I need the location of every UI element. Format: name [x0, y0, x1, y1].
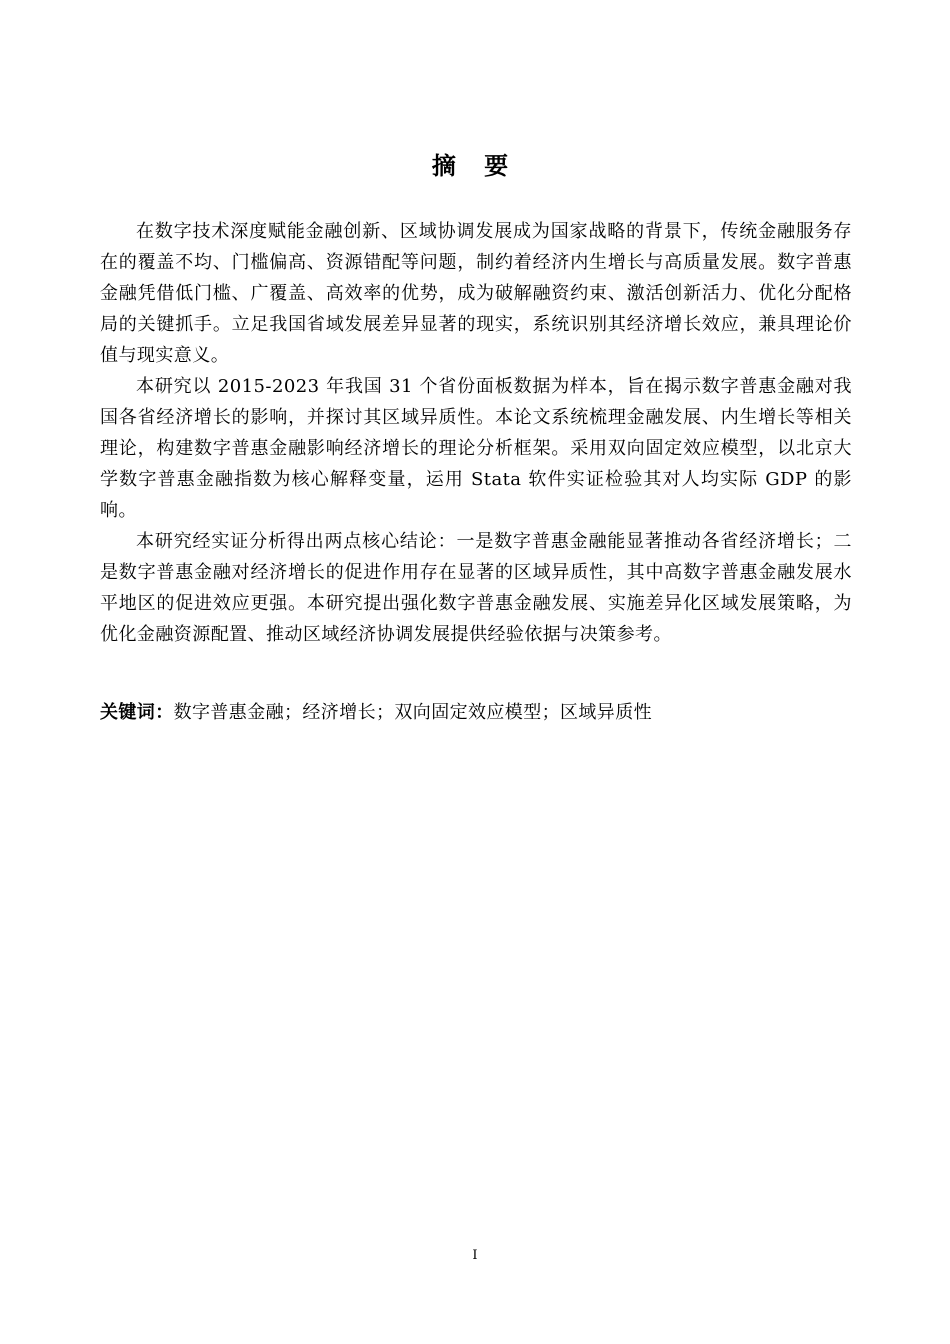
abstract-body	[100, 216, 852, 650]
keywords-line	[100, 697, 852, 728]
keywords-label: 关键词：	[100, 702, 174, 723]
abstract-title: 摘 要	[431, 152, 519, 180]
abstract-paragraph-3: 本研究经实证分析得出两点核心结论：一是数字普惠金融能显著推动各省经济增长；二是数字普惠金融对经济增长的促进作用存在显著的区域异质性，其中高数字普惠金融发展水平地区的促进效应更强。本研究提出强化数字普惠金融发展、实施差异化区域发展策略，为优化金融资源配置、推动区域经济协调发展提供经验依据与决策参考。	[100, 531, 852, 645]
page-number: I	[472, 1248, 478, 1263]
abstract-paragraph-2: 本研究以 2015-2023 年我国 31 个省份面板数据为样本，旨在揭示数字普惠金融对我国各省经济增长的影响，并探讨其区域异质性。本论文系统梳理金融发展、内生增长等相关理论，构建数字普惠金融影响经济增长的理论分析框架。采用双向固定效应模型，以北京大学数字普惠金融指数为核心解释变量，运用 Stata 软件实证检验其对人均实际 GDP 的影响。	[100, 376, 852, 521]
abstract-paragraph-1: 在数字技术深度赋能金融创新、区域协调发展成为国家战略的背景下，传统金融服务存在的覆盖不均、门槛偏高、资源错配等问题，制约着经济内生增长与高质量发展。数字普惠金融凭借低门槛、广覆盖、高效率的优势，成为破解融资约束、激活创新活力、优化分配格局的关键抓手。立足我国省域发展差异显著的现实，系统识别其经济增长效应，兼具理论价值与现实意义。	[100, 221, 852, 366]
keywords-text: 数字普惠金融；经济增长；双向固定效应模型；区域异质性	[173, 702, 653, 723]
